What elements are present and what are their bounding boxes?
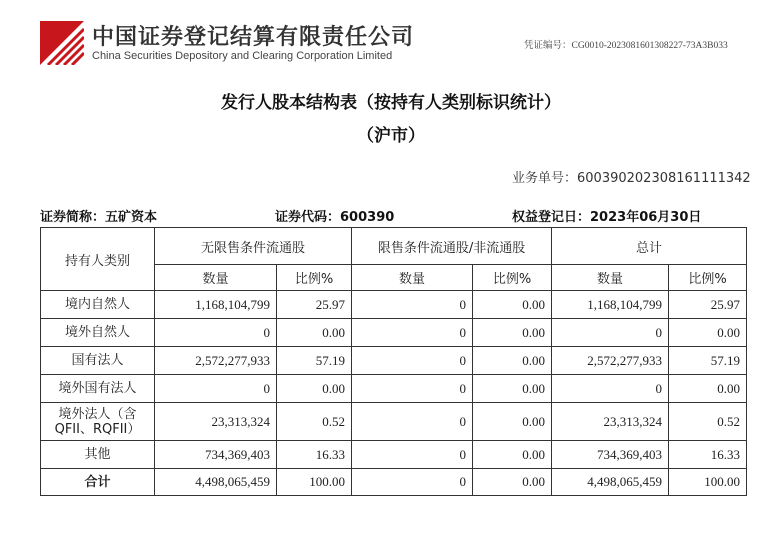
certificate-number [524,37,728,51]
unrestricted-ratio: 0.00 [277,319,352,347]
table-row [41,347,747,375]
record-date-label: 权益登记日： [512,210,591,225]
unrestricted-ratio: 100.00 [277,469,352,496]
unrestricted-qty: 23,313,324 [155,403,277,441]
unrestricted-qty: 0 [155,375,277,403]
total-qty: 4,498,065,459 [552,469,669,496]
restricted-qty: 0 [352,347,473,375]
restricted-qty: 0 [352,403,473,441]
unrestricted-qty: 734,369,403 [155,441,277,469]
table-header-row [41,228,747,265]
subheader-qty: 数量 [552,265,669,291]
cert-label: 凭证编号： [524,41,572,51]
stock-name [40,206,157,225]
table-row [41,319,747,347]
subheader-ratio: 比例% [277,265,352,291]
unrestricted-ratio: 57.19 [277,347,352,375]
stock-name-label: 证券简称： [40,210,106,225]
record-date-value: 2023年06月30日 [590,210,702,225]
stock-name-value: 五矿资本 [105,210,158,225]
table-row [41,375,747,403]
document-title: 发行人股本结构表（按持有人类别标识统计） [221,93,561,113]
restricted-qty: 0 [352,375,473,403]
unrestricted-ratio: 0.52 [277,403,352,441]
row-category: 境内自然人 [41,291,155,319]
restricted-ratio: 0.00 [473,403,552,441]
restricted-ratio: 0.00 [473,347,552,375]
restricted-qty: 0 [352,469,473,496]
restricted-ratio: 0.00 [473,375,552,403]
restricted-ratio: 0.00 [473,291,552,319]
table-total-row [41,469,747,496]
total-ratio: 57.19 [669,347,747,375]
unrestricted-qty: 4,498,065,459 [155,469,277,496]
restricted-ratio: 0.00 [473,441,552,469]
restricted-qty: 0 [352,319,473,347]
total-ratio: 0.00 [669,375,747,403]
restricted-ratio: 0.00 [473,319,552,347]
total-ratio: 100.00 [669,469,747,496]
row-category: 境外自然人 [41,319,155,347]
restricted-qty: 0 [352,291,473,319]
total-ratio: 0.00 [669,319,747,347]
row-category: 境外国有法人 [41,375,155,403]
business-number [512,167,751,186]
unrestricted-qty: 1,168,104,799 [155,291,277,319]
total-ratio: 25.97 [669,291,747,319]
record-date [512,206,701,225]
row-category-line2: QFII、RQFII） [54,421,141,437]
subheader-qty: 数量 [155,265,277,291]
stock-code-label: 证券代码： [275,210,341,225]
table-row [41,291,747,319]
row-category: 国有法人 [41,347,155,375]
document-subtitle: （沪市） [357,126,425,146]
total-qty: 1,168,104,799 [552,291,669,319]
total-qty: 0 [552,319,669,347]
unrestricted-ratio: 16.33 [277,441,352,469]
restricted-ratio: 0.00 [473,469,552,496]
total-qty: 0 [552,375,669,403]
total-category: 合计 [41,469,155,496]
unrestricted-qty: 0 [155,319,277,347]
header-unrestricted: 无限售条件流通股 [155,228,352,265]
row-category-line1: 境外法人（含 [58,406,137,422]
header-category: 持有人类别 [41,228,155,291]
total-ratio: 0.52 [669,403,747,441]
unrestricted-ratio: 25.97 [277,291,352,319]
header-restricted: 限售条件流通股/非流通股 [352,228,552,265]
total-qty: 2,572,277,933 [552,347,669,375]
subheader-ratio: 比例% [669,265,747,291]
restricted-qty: 0 [352,441,473,469]
business-label: 业务单号： [512,171,578,186]
unrestricted-ratio: 0.00 [277,375,352,403]
total-qty: 23,313,324 [552,403,669,441]
company-name-en: China Securities Depository and Clearing Corporation Limited [92,50,393,62]
row-category: 其他 [41,441,155,469]
total-qty: 734,369,403 [552,441,669,469]
company-name-cn: 中国证券登记结算有限责任公司 [92,25,415,50]
row-category [41,403,155,441]
table-row [41,403,747,441]
business-value: 600390202308161111342 [577,171,751,186]
table-row [41,441,747,469]
stock-code [275,206,394,225]
stock-code-value: 600390 [340,210,395,225]
subheader-qty: 数量 [352,265,473,291]
unrestricted-qty: 2,572,277,933 [155,347,277,375]
subheader-ratio: 比例% [473,265,552,291]
share-structure-table [40,227,747,496]
cert-value: CG0010-2023081601308227-73A3B033 [571,41,728,51]
total-ratio: 16.33 [669,441,747,469]
header-total: 总计 [552,228,747,265]
csdc-logo-icon [40,21,84,65]
